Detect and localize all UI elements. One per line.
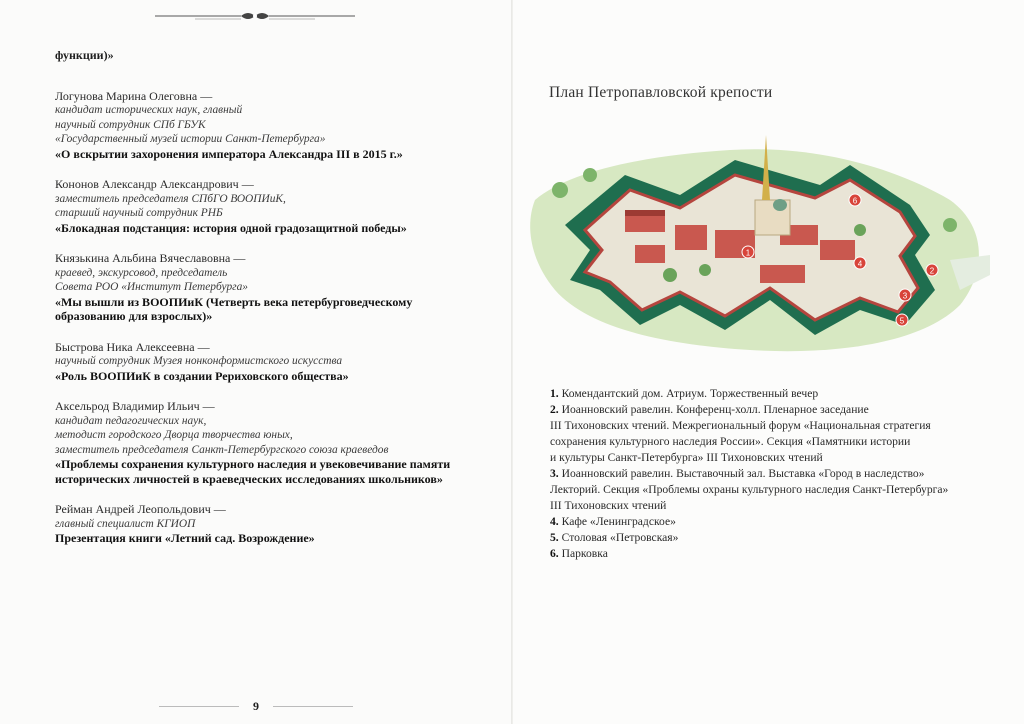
building-roof [625,210,665,216]
legend-item [550,466,1000,514]
legend-text: Столовая «Петровская» [561,531,679,544]
speaker-role: заместитель председателя СПбГО ВООПИиК, [55,192,286,205]
legend-text: и культуры Санкт-Петербурга» III Тихоновских чтений [550,451,823,464]
speaker-entry [55,502,495,546]
building [675,225,707,250]
speaker-role: методист городского Дворца творчества юных, [55,429,293,441]
speaker-name: Рейман Андрей Леопольдович — [55,502,226,516]
page-number-footer [0,697,512,715]
speaker-entry [55,399,495,486]
speaker-role: заместитель председателя Санкт-Петербургского союза краеведов [55,443,389,456]
speaker-entry [55,340,495,384]
legend-number: 6. [550,547,559,560]
cathedral-dome [773,199,787,211]
talk-title: «Мы вышли из ВООПИиК (Четверть века петербурговедческому [55,294,413,309]
legend-item [550,530,1000,546]
legend-number: 2. [550,403,559,416]
talk-title: «Роль ВООПИиК в создании Рериховского общества» [55,368,349,383]
speaker-role: главный специалист КГИОП [55,517,196,530]
legend-text: III Тихоновских чтений [550,499,667,512]
marker-label: 5 [899,316,905,326]
marker-label: 3 [902,291,908,301]
speaker-entry [55,177,495,235]
tree [854,224,866,236]
marker-6[interactable] [849,194,861,206]
speaker-role: Совета РОО «Институт Петербурга» [55,281,248,293]
speaker-role: краевед, экскурсовод, председатель [55,266,228,279]
legend-text: Иоанновский равелин. Конференц-холл. Пленарное заседание [561,403,869,416]
marker-3[interactable] [899,289,911,301]
legend-item [550,546,1000,562]
legend-text: Иоанновский равелин. Выставочный зал. Выставка «Город в наследство» [561,467,925,480]
marker-label: 1 [745,248,751,258]
legend-item [550,386,1000,402]
speaker-role: старший научный сотрудник РНБ [55,207,223,219]
talk-title: Презентация книги «Летний сад. Возрождение» [55,531,315,545]
speaker-name: Князькина Альбина Вячеславовна — [55,251,246,265]
marker-5[interactable] [896,314,908,326]
tree [583,168,597,182]
speaker-name: Логунова Марина Олеговна — [55,88,213,103]
legend-text: Парковка [561,547,608,560]
talk-title: исторических личностей в краеведческих исследованиях школьников» [55,471,443,486]
tree [663,268,677,282]
map-title: План Петропавловской крепости [549,84,773,101]
talk-title: «О вскрытии захоронения императора Александра III в 2015 г.» [55,146,403,161]
speaker-role: кандидат педагогических наук, [55,414,207,427]
speaker-name: Быстрова Ника Алексеевна — [55,339,210,354]
fortress-map [530,130,990,360]
marker-4[interactable] [854,257,866,269]
talk-title: «Проблемы сохранения культурного наследия и увековечивание памяти [55,457,451,471]
speaker-role: научный сотрудник Музея нонконформистского искусства [55,355,343,367]
speaker-role: кандидат исторических наук, главный [55,104,243,116]
speaker-role: научный сотрудник СПб ГБУК [55,118,206,131]
legend-item [550,514,1000,530]
building [635,245,665,263]
legend-text: сохранения культурного наследия России». Секция «Памятники истории [550,435,911,448]
talk-title: «Блокадная подстанция: история одной градозащитной победы» [55,220,407,235]
ornament-divider [155,8,355,24]
marker-1[interactable] [742,246,754,258]
legend-text: Лекторий. Секция «Проблемы охраны культурного наследия Санкт-Петербурга» [550,483,949,496]
legend-number: 5. [550,531,559,544]
marker-label: 6 [852,196,858,206]
speaker-entry [55,251,495,324]
talk-title: образованию для взрослых)» [55,309,213,323]
tree [699,264,711,276]
speaker-name: Кононов Александр Александрович — [55,177,254,191]
marker-label: 4 [857,259,863,269]
legend-number: 1. [550,387,559,400]
tree [552,182,568,198]
marker-label: 2 [929,266,935,276]
legend-text: III Тихоновских чтений. Межрегиональный форум «Национальная стратегия [550,419,931,432]
speaker-role: «Государственный музей истории Санкт-Петербурга» [55,133,326,145]
page-number: 9 [253,698,259,713]
legend-text: Комендантский дом. Атриум. Торжественный вечер [561,387,819,400]
speaker-entry [55,89,495,162]
legend-number: 3. [550,467,559,480]
fortress-map-illustration [530,130,990,360]
right-page [513,0,1024,724]
continuation-text: функции)» [55,48,114,62]
legend-number: 4. [550,515,559,528]
marker-2[interactable] [926,264,938,276]
legend-item [550,402,1000,466]
footer-rule [159,706,239,707]
building [760,265,805,283]
legend-text: Кафе «Ленинградское» [561,515,676,528]
footer-rule [273,706,353,707]
speaker-list [55,48,495,562]
map-legend [550,386,1000,562]
tree [943,218,957,232]
building [820,240,855,260]
speaker-name: Аксельрод Владимир Ильич — [55,399,215,413]
